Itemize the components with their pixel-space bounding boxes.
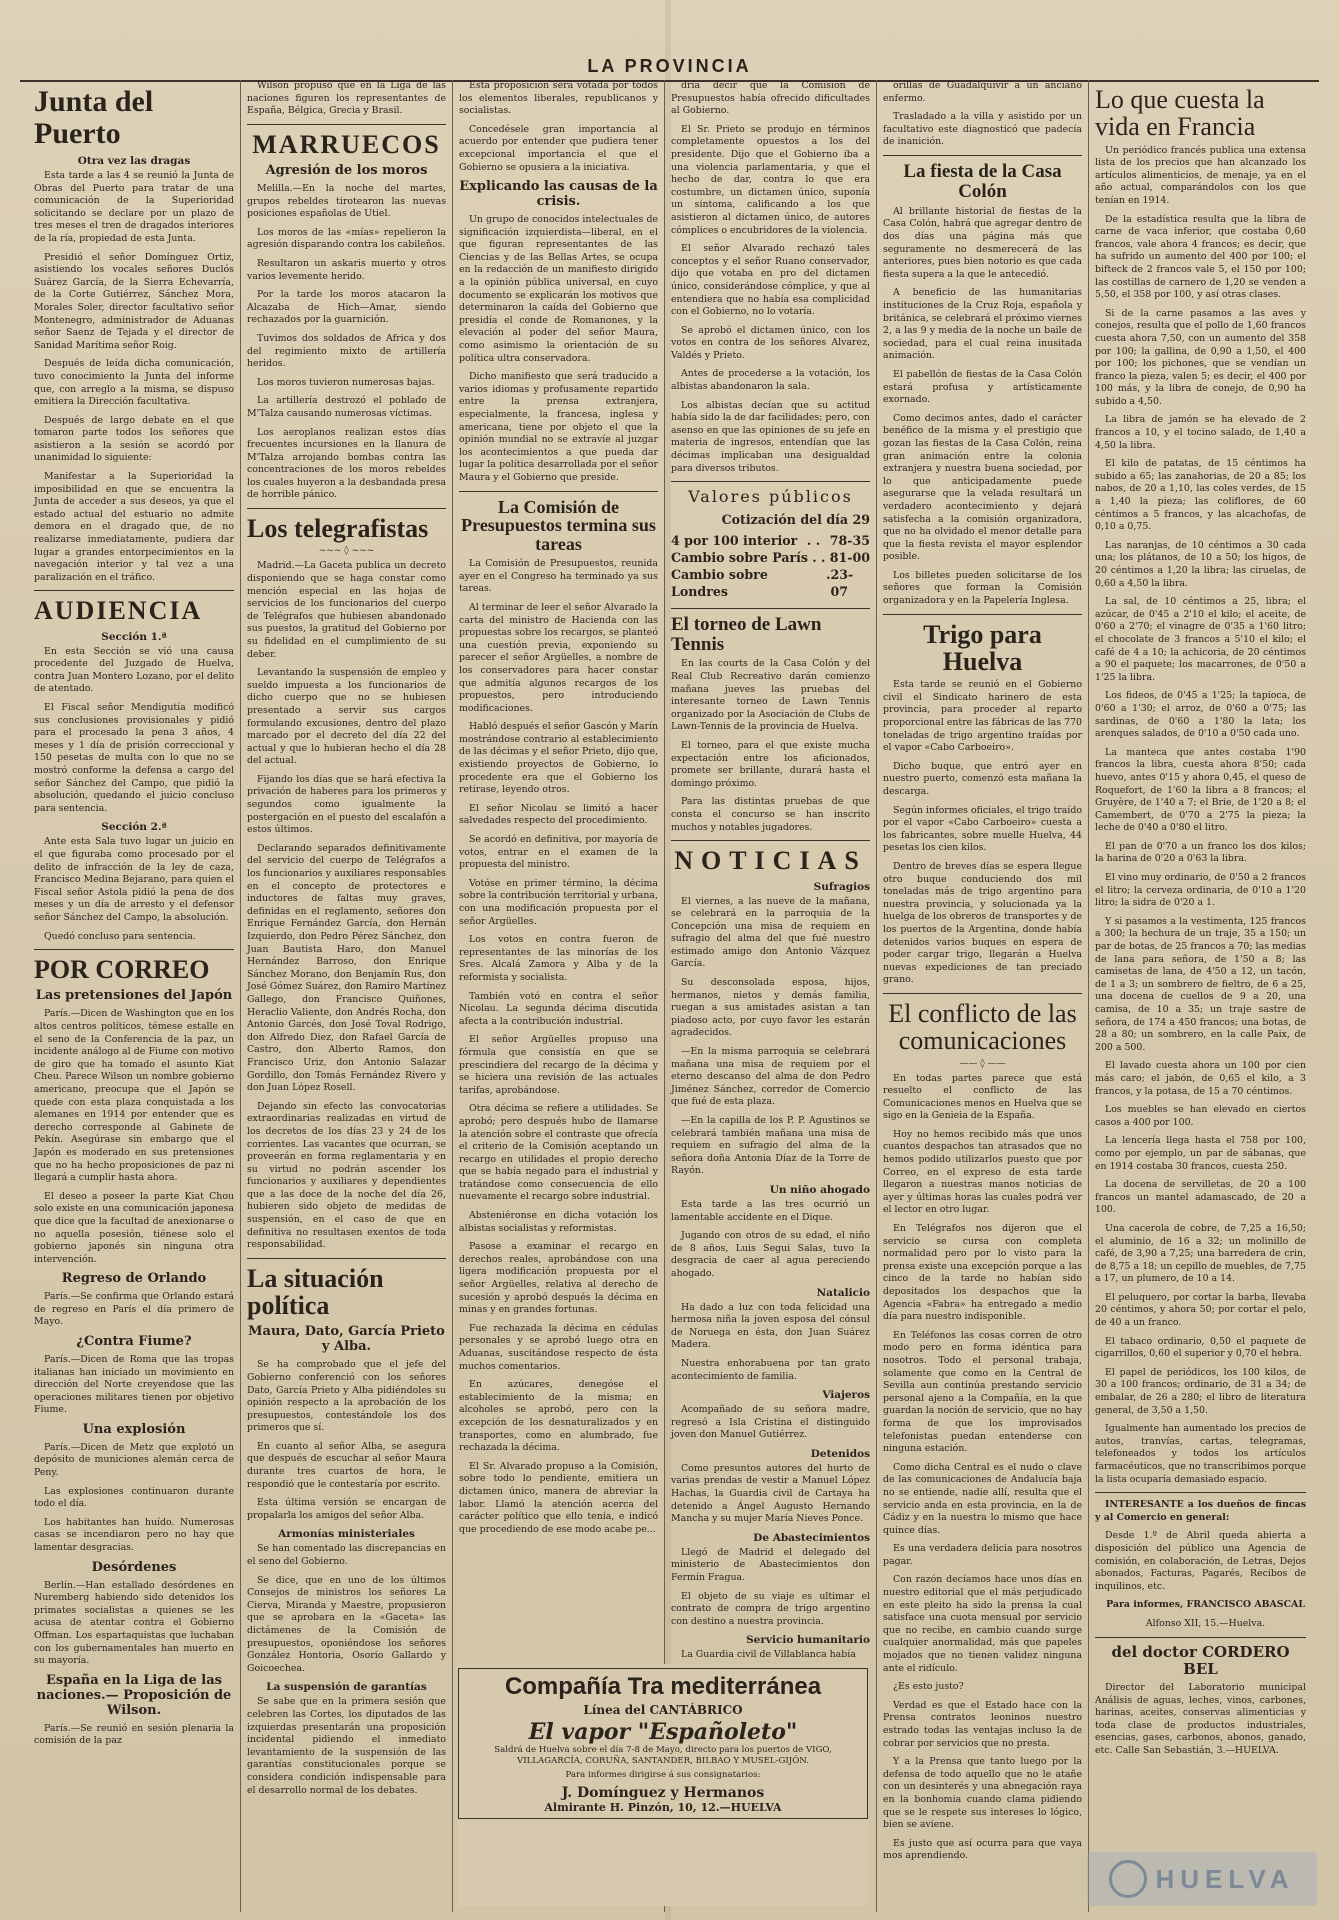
ad-agents: J. Domínguez y Hermanos bbox=[561, 1785, 765, 1801]
paragraph: Los moros tuvieron numerosas bajas. bbox=[257, 376, 435, 388]
ad-description: Saldrá de Huelva sobre el día 7-8 de Mayo, directo para los puertos de VIGO, VILLAGARCÍA, CORUÑA, SANTANDER, BILBAO Y MUSEL-GIJÓN. bbox=[494, 1745, 832, 1766]
ornament: ~~~ ◊ ~~~ bbox=[318, 546, 375, 557]
divider bbox=[459, 491, 658, 492]
paragraph: Llegó de Madrid el delegado del ministerio de Abastecimientos don Fermín Fragua. bbox=[671, 1546, 870, 1584]
paragraph: El pan de 0'70 a un franco los dos kilos; la harina de 0'20 a 0'63 la libra. bbox=[1095, 840, 1306, 865]
paragraph: Habló después el señor Gascón y Marín mostrándose contrario al establecimiento de las décimas y el señor Prieto, dijo que, existiendo proyectos de Gobierno, lo procedente era que el Gobierno los retirase, leyendo otros. bbox=[459, 721, 658, 796]
paragraph: El señor Argüelles propuso una fórmula que consistía en que se prescindiera del recargo de la décima y se hiciera una revisión de las actuales tarifas, aprobándose. bbox=[459, 1034, 658, 1096]
quote-label: 4 por 100 interior bbox=[671, 532, 798, 548]
paragraph: Melilla.—En la noche del martes, grupos rebeldes tirotearon las nuevas posiciones españolas de Utiel. bbox=[247, 183, 446, 220]
paragraph: Trasladado a la villa y asistido por un facultativo este diagnosticó que padecía de inanición. bbox=[883, 111, 1082, 148]
paragraph: Presidió el señor Domínguez Ortiz, asistiendo los vocales señores Duclós Suárez García, de la Sierra Echevarría, de la Corte Gutiérrez, Sánchez Mora, Morales Soler, director facultativo señor Montenegro, administrador de Aduanas señor Saenz de Tejada y el director de Sanidad Marítima señor Roig. bbox=[34, 251, 234, 351]
quote-dots: . . bbox=[812, 549, 826, 565]
paragraph: El objeto de su viaje es ultimar el contrato de compra de trigo argentino con destino a nuestra provincia. bbox=[671, 1590, 870, 1627]
shipping-ad bbox=[458, 1668, 868, 1819]
quote-label: Cambio sobre París bbox=[671, 549, 809, 565]
paragraph: Por la tarde los moros atacaron la Alcazaba de Hich—Amar, siendo rechazados por la guarnición. bbox=[247, 289, 446, 326]
newspaper-title: LA PROVINCIA bbox=[587, 56, 752, 76]
headline-telegrafistas: Los telegrafistas bbox=[247, 514, 429, 544]
paragraph: Hoy no hemos recibido más que unos cuantos despachos tan atrasados que no hemos podido utilizarlos puesto que por Correo, en el expreso de esta tarde llegaron a nuestras manos noticias de ayer y últimas horas las cuales podrá ver el lector en otro lugar. bbox=[883, 1128, 1082, 1216]
quotes-date bbox=[671, 511, 870, 528]
ad-address: Almirante H. Pinzón, 10, 12.—HUELVA bbox=[544, 1801, 782, 1814]
quote-row bbox=[671, 532, 870, 549]
headline-valores: Valores públicos bbox=[688, 487, 853, 507]
paragraph: Los moros de las «mías» repelieron la agresión disparando contra los cabileños. bbox=[247, 226, 446, 251]
paragraph: El Sr. Alvarado propuso a la Comisión, sobre todo lo pendiente, emitiera un dictamen único, manera de abreviar la labor. Llamó la atención acerca del carácter político que ello tenía, e indicó que procediendo de ese modo acabe pe... bbox=[459, 1460, 658, 1535]
divider bbox=[883, 155, 1082, 156]
paragraph: El deseo a poseer la parte Kiat Chou solo existe en una comunicación japonesa que dice que la facultad de anexionarse o no aquella posesión, tiénese solo el gobierno japonés sin ninguna otra intervención. bbox=[34, 1190, 234, 1265]
paragraph: Manifestar a la Superioridad la imposibilidad en que se encuentra la Junta de acceder a sus deseos, ya que el estado actual del estuario no admite demora en el dragado que, de no realizarse inmediatamente, pudiera dar lugar a grandes entorpecimientos en la navegación interior y tal vez a una paralización en el tráfico. bbox=[34, 471, 234, 583]
masthead bbox=[20, 56, 1319, 82]
paragraph: En Teléfonos las cosas corren de otro modo pero en forma idéntica para nosotros. Todo el personal trabaja, solamente que como en la Central de Sevilla aun continúa prestando servicio personal ajeno a la Compañía, en la que guardan la noción de servicio, que no hay forma de que los improvisados telefonistas puedan entenderse con ninguna estación. bbox=[883, 1329, 1082, 1455]
ad-block bbox=[458, 1664, 868, 1906]
paragraph: Dentro de breves días se espera llegue otro buque conduciendo dos mil toneladas más de trigo argentino para nuestra provincia, y solucionada ya la huelga de los obreros de transportes y de los puertos de la Argentina, donde había detenidos varios buques en espera de poder cargar trigo, llegarán a Huelva nuevas expediciones de tan preciado grano. bbox=[883, 860, 1082, 986]
paragraph: La libra de jamón se ha elevado de 2 francos a 10, y el tocino salado, de 1,40 a 4,50 la libra. bbox=[1095, 414, 1306, 451]
subhead-natalicio: Natalicio bbox=[816, 1286, 870, 1299]
subhead-suspension: La suspensión de garantías bbox=[266, 1681, 427, 1694]
paragraph: Verdad es que el Estado hace con la Prensa contratos leoninos nuestro estrado todas las ventajas incluso la de cobrar por servicios que no presta. bbox=[883, 1699, 1082, 1749]
paragraph: Fue rechazada la décima en cédulas personales y se aprobó luego otra en Aduanas, suscitándose respecto de ésta muchos comentarios. bbox=[459, 1322, 658, 1372]
paragraph: Acompañado de su señora madre, regresó a Isla Cristina el distinguido joven don Manuel Gutiérrez. bbox=[671, 1404, 870, 1441]
column-1 bbox=[28, 80, 240, 1912]
paragraph: El papel de periódicos, los 100 kilos, de 30 a 100 francos; ordinario, de 31 a 34; de embalar, de 26 a 280; el libro de literatura general, de 3,50 a 1,50. bbox=[1095, 1366, 1306, 1416]
ad-vapor: El vapor "Españoleto" bbox=[528, 1719, 798, 1745]
subhead-humanitario: Servicio humanitario bbox=[746, 1634, 870, 1647]
divider bbox=[883, 993, 1082, 994]
subhead-abastecimientos: De Abastecimientos bbox=[753, 1531, 870, 1544]
notice-interesante: INTERESANTE a los dueños de fincas y al Comercio en general: bbox=[1095, 1499, 1306, 1523]
paragraph: Esta tarde a las 4 se reunió la Junta de Obras del Puerto para tratar de una comunicación de la Superioridad solicitando se declare por un plazo de tres meses el tren de dragados interiores de la ría, propiedad de esta Junta. bbox=[34, 170, 234, 244]
quote-label: Cambio sobre Londres bbox=[671, 566, 768, 599]
paragraph: Un periódico francés publica una extensa lista de los precios que han alcanzado los artículos alimenticios, de menaje, ya en el año actual, comparándolos con los que tenían en 1914. bbox=[1095, 144, 1306, 206]
divider bbox=[1095, 1492, 1306, 1493]
paragraph: Los fideos, de 0'45 a 1'25; la tapioca, de 0'60 a 1'30; el arroz, de 0'60 a 0'75; las sardinas, de 0'60 a 1'80 la lata; los arenques salados, de 0'10 a 0'50 cada uno. bbox=[1095, 690, 1306, 740]
paragraph: Se sabe que en la primera sesión que celebren las Cortes, los diputados de las izquierdas presentarán una proposición incidental pidiendo el inmediato levantamiento de la suspensión de las garantías constitucionales porque se considera condición indispensable para el desarrollo normal de los debates. bbox=[247, 1696, 446, 1796]
paragraph: Las naranjas, de 10 céntimos a 30 cada una; los plátanos, de 10 a 50; los higos, de 20 céntimos a 1,20 la libra; las ciruelas, de 0,60 a 4,50 la libra. bbox=[1095, 539, 1306, 589]
subhead-fiume: ¿Contra Fiume? bbox=[76, 1334, 192, 1349]
paragraph: El señor Nicolau se limitó a hacer salvedades respecto del procedimiento. bbox=[459, 802, 658, 827]
paragraph: El vino muy ordinario, de 0'50 a 2 francos el litro; la cerveza ordinaria, de 0'10 a 1'20 litro; la sidra de 0'20 a 1. bbox=[1095, 872, 1306, 909]
divider bbox=[247, 508, 446, 509]
paragraph: orillas de Guadalquivir a un anciano enfermo. bbox=[883, 80, 1082, 104]
paragraph: El Fiscal señor Mendigutía modificó sus conclusiones provisionales y pidió para el procesado la pena 3 años, 4 meses y 1 día de prisión correccional y 150 pesetas de multa con lo que no se mostró conforme la defensa a cargo del señor Sánchez del Campo, que pidió la absolución, quedando el juicio concluso para sentencia. bbox=[34, 702, 234, 814]
paragraph: Una cacerola de cobre, de 7,25 a 16,50; el aluminio, de 16 a 32; un molinillo de café, de 3,90 a 7,25; una barredera de crin, de 8,75 a 18; un cepillo de muebles, de 7,75 a 17, un plumero, de 10 a 14. bbox=[1095, 1222, 1306, 1285]
paragraph: El pabellón de fiestas de la Casa Colón estará profusa y artísticamente exornado. bbox=[883, 368, 1082, 406]
divider bbox=[671, 481, 870, 482]
ad-company: Compañía Tra mediterránea bbox=[504, 1673, 822, 1700]
paragraph: En las courts de la Casa Colón y del Real Club Recreativo darán comienzo mañana jueves las pruebas del interesante torneo de Lawn Tennis organizado por la Asociación de Clubs de Lawn-Tennis de la provincia de Huelva. bbox=[671, 658, 870, 733]
ornament: —— ◊ —— bbox=[959, 1058, 1006, 1069]
divider bbox=[1095, 1637, 1306, 1638]
subhead-dragas: Otra vez las dragas bbox=[77, 155, 191, 167]
paragraph: El kilo de patatas, de 15 céntimos ha subido a 65; las zanahorias, de 20 a 85; los nabos, de 20 a 1,10, las coles verdes, de 15 a 1,40 la pieza; las coliflores, de 60 céntimos a 5 francos, y las alcachofas, de 0,10 a 0,75. bbox=[1095, 458, 1306, 533]
paragraph: París.—Se confirma que Orlando estará de regreso en París el día primero de Mayo. bbox=[34, 1291, 234, 1328]
divider bbox=[883, 614, 1082, 615]
subhead-desordenes: Desórdenes bbox=[91, 1559, 177, 1575]
paragraph: Concedésele gran importancia al acuerdo por entender que pudiera tener excepcional importancia el que el Gobierno se opusiera a la iniciativa. bbox=[459, 123, 658, 173]
paragraph: Como decimos antes, dado el carácter benéfico de la misma y el prestigio que gozan las fiestas de la Casa Colón, reina gran animación entre la colonia extranjera y nuestra buena sociedad, por lo que anticipadamente puede asegurarse que la velada resultará un verdadero acontecimiento y dejará satisfecha a la comisión organizadora, que no ha olvidado el menor detalle para que la fiesta revista el mayor esplendor posible. bbox=[883, 412, 1082, 563]
paragraph: Antes de procederse a la votación, los albistas abandonaron la sala. bbox=[671, 368, 870, 393]
paragraph: Ante esta Sala tuvo lugar un juicio en el que figuraba como procesado por el delito de infracción de la ley de caza, Francisco Medina Bejarano, para quien el Fiscal señor Astola pidió la pena de dos meses y un día de arresto y el defensor señor Sánchez del Campo, la absolución. bbox=[34, 836, 234, 923]
quote-value: 78-35 bbox=[829, 532, 870, 548]
paragraph: Nuestra enhorabuena por tan grato acontecimiento de familia. bbox=[671, 1357, 870, 1382]
subhead-japon: Las pretensiones del Japón bbox=[35, 988, 233, 1004]
paragraph: Es una verdadera delicia para nosotros pagar. bbox=[883, 1543, 1082, 1567]
column-3 bbox=[452, 80, 664, 1912]
headline-junta: Junta del Puerto bbox=[34, 85, 154, 150]
paragraph: Wilson propuso que en la Liga de las naciones figuren los representantes de España, Bélgica, Grecia y Brasil. bbox=[247, 80, 446, 117]
paragraph: Desde 1.º de Abril queda abierta a disposición del público una Agencia de comisión, en colaboración, de Letras, Dejos abonados, Facturas, Pagarés, Recibos de inquilinos, etc. bbox=[1095, 1530, 1306, 1592]
paragraph: En todas partes parece que está resuelto el conflicto de las Comunicaciones menos en Huelva que se sigo en la Genieia de la España. bbox=[883, 1072, 1082, 1122]
divider bbox=[671, 608, 870, 609]
paragraph: Berlín.—Han estallado desórdenes en Nuremberg habiendo sido detenidos los primates socialistas a quienes se les acusa de atentar contra el Gobierno Offman. Los espartaquistas que luchaban con los gubernamentales han muerto en su mayoría. bbox=[34, 1579, 234, 1667]
paragraph: París.—Dicen de Metz que explotó un depósito de municiones alemán cerca de Peny. bbox=[34, 1441, 234, 1479]
headline-fiesta: La fiesta de la Casa Colón bbox=[903, 160, 1062, 202]
paragraph: Con razón decíamos hace unos días en nuestro editorial que el más perjudicado en este pleito ha sido la prensa la cual satisface una cuota mensual por servicio que no recibe, en cambio cuando surge cualquier anormalidad, más que papeles mojados que no tienen validez ninguna ante el ridículo. bbox=[883, 1574, 1082, 1674]
paragraph: La artillería destrozó el poblado de M'Talza causando numerosas víctimas. bbox=[247, 395, 446, 419]
paragraph: También votó en contra el señor Nicolau. La segunda décima discutida afecta a la contribución industrial. bbox=[459, 990, 658, 1027]
paragraph: Y si pasamos a la vestimenta, 125 francos a 300; la hechura de un traje, 35 a 150; un par de botas, de 25 francos a 70; las medias de lana para señora, de 1'50 a 8; las camisetas de lana, de 4'50 a 12, un tacón, de 1 a 3; un sombrero de fieltro, de 6 a 25, una docena de cuellos de 9 a 20, una camisa, de 10 a 35; un traje sastre de señora, de 174 a 450 francos; una botas, de 28 a 80; un sombrero, en la calle Paix, de 200 a 500. bbox=[1095, 915, 1306, 1053]
subhead-moros: Agresión de los moros bbox=[265, 163, 428, 179]
quote-dots: . bbox=[826, 566, 831, 582]
paragraph: Los muebles se han elevado en ciertos casos a 400 por 100. bbox=[1095, 1104, 1306, 1128]
paragraph: El torneo, para el que existe mucha expectación entre los aficionados, promete ser brillante, durará hasta el domingo próximo. bbox=[671, 740, 870, 789]
notice-address: Alfonso XII, 15.—Huelva. bbox=[1145, 1617, 1266, 1629]
headline-noticias: NOTICIAS bbox=[674, 846, 867, 876]
paragraph: Se ha comprobado que el jefe del Gobierno conferenció con los señores Dato, García Prieto y Alba pidiéndoles su opinión respecto a la aprobación de los presupuestos, contestándole los dos primeros que sí. bbox=[247, 1359, 446, 1434]
paragraph: El Sr. Prieto se produjo en términos completamente opuestos a los del presidente. Dijo que el Gobierno iba a una violencia parlamentaria, y que el hecho de dar, contra lo que era costumbre, un dictamen único, suponía un síntoma, calificando a los que asistieron al dictamen único, de autores cómplices o encubridores de la violencia. bbox=[671, 123, 870, 236]
seal-icon bbox=[1109, 1860, 1147, 1898]
subhead-maura-dato: Maura, Dato, García Prieto y Alba. bbox=[248, 1324, 445, 1355]
paragraph: La docena de servilletas, de 20 a 100 francos un mantel adamascado, de 20 a 100. bbox=[1095, 1179, 1306, 1216]
paragraph: Dicho buque, que entró ayer en nuestro puerto, comenzó esta mañana la descarga. bbox=[883, 760, 1082, 797]
paragraph: Director del Laboratorio municipal Análisis de aguas, leches, vinos, carbones, harinas, aceites, conservas alimenticias y toda clase de productos industriales, esencias, gases, carbonos, abonos, ganado, etc. Calle San Sebastián, 3.—HUELVA. bbox=[1095, 1682, 1306, 1756]
subhead-detenidos: Detenidos bbox=[810, 1447, 870, 1460]
paragraph: Y a la Prensa que tanto luego por la defensa de todo aquello que no le atañe con un desinterés y una abnegación raya en la bonhomia cuando clama pidiendo que se le respete sus intereses lo lógico, bien se aviene. bbox=[883, 1756, 1082, 1831]
paragraph: En esta Sección se vió una causa procedente del Juzgado de Huelva, contra Juan Montero Lozano, por el delito de atentado. bbox=[34, 645, 234, 695]
divider bbox=[671, 840, 870, 841]
headline-conflicto: El conflicto de las comunicaciones bbox=[888, 998, 1077, 1056]
column-2 bbox=[240, 80, 452, 1912]
paragraph: Se dice, que en uno de los últimos Consejos de ministros los señores La Cierva, Miranda y Maestre, propusieron que se aprobara en la «Gaceta» las dictámenes de la Comisión de presupuestos, oponiéndose los señores González Hontoria, Osorio Gallardo y Goicoechea. bbox=[247, 1574, 446, 1674]
headline-comision: La Comisión de Presupuestos termina sus tareas bbox=[461, 496, 656, 555]
paragraph: Esta tarde se reunió en el Gobierno civil el Sindicato harinero de esta provincia, para proceder al reparto proporcional entre las fábricas de las 770 toneladas de trigo argentino traídas por el vapor «Cabo Carboeiro». bbox=[883, 679, 1082, 754]
paragraph: Si de la carne pasamos a las aves y conejos, resulta que el pollo de 1,60 francos cuesta ahora 7,50, con un aumento del 358 por 100; la gallina, de 0,90 a 1,50, el 400 por 100; los pichones, que se vendían un franco la pieza, valen 5; es decir, el 400 por 100 más, y la libra de conejo, de 0,90 ha subido a 4,50. bbox=[1095, 307, 1306, 407]
paragraph: Esta proposición será votada por todos los elementos liberales, republicanos y socialistas. bbox=[459, 80, 658, 117]
paragraph: A beneficio de las humanitarias instituciones de la Cruz Roja, española y británica, se celebrará el próximo viernes 2, a las 9 y media de la noche un baile de sociedad, para el cual reina inusitada animación. bbox=[883, 287, 1082, 362]
paragraph: En cuanto al señor Alba, se asegura que después de escuchar al señor Maura durante tres cuartos de hora, le respondió que le contestaría por escrito. bbox=[247, 1440, 446, 1490]
headline-francia: Lo que cuesta la vida en Francia bbox=[1095, 85, 1265, 142]
paragraph: Las explosiones continuaron durante todo el día. bbox=[34, 1485, 234, 1510]
paragraph: En azúcares, denegóse el establecimiento de la misma; en alcoholes se aprobó, pero con la excepción de los desnaturalizados y en transportes, como en alumbrado, fue rechazada la décima. bbox=[459, 1379, 658, 1454]
paragraph: Su desconsolada esposa, hijos, hermanos, nietos y demás familia, ruegan a sus amistades asistan a tan piadoso acto, por cuyo favor les estarán agradecidos. bbox=[671, 977, 870, 1039]
paragraph: —En la misma parroquia se celebrará mañana una misa de requiem por el eterno descanso del alma de don Pedro Jiménez Sánchez, corredor de Comercio que fué de esta plaza. bbox=[671, 1046, 870, 1108]
paragraph: Se han comentado las discrepancias en el seno del Gobierno. bbox=[247, 1543, 446, 1568]
paragraph: Al brillante historial de fiestas de la Casa Colón, habrá que agregar dentro de dos días una página más que seguramente no desmerecerá de las anteriores, pues bien notorio es que cada fiesta supera a la que le antecedió. bbox=[883, 205, 1082, 280]
quote-row bbox=[671, 549, 870, 566]
quote-dots: . . bbox=[806, 532, 821, 548]
paragraph: La Comisión de Presupuestos, reunida ayer en el Congreso ha terminado ya sus tareas. bbox=[459, 558, 658, 595]
paragraph: El lavado cuesta ahora un 100 por cien más caro; el jabón, de 0,65 el kilo, a 3 francos, y la potasa, de 15 a 70 céntimos. bbox=[1095, 1060, 1306, 1097]
headline-marruecos: MARRUECOS bbox=[252, 129, 441, 159]
paragraph: Los votos en contra fueron de representantes de las minorías de los Sres. Alcalá Zamora y Alba y de la reformista y socialista. bbox=[459, 934, 658, 983]
paragraph: Igualmente han aumentado los precios de autos, tranvías, cartas, telegramas, telefoneados y todos los artículos farmacéuticos, que no transcribimos porque la lista ocuparía demasiado espacio. bbox=[1095, 1423, 1306, 1485]
subhead-seccion-2: Sección 2.ª bbox=[101, 821, 167, 834]
paragraph: Esta última versión se encargan de propalarla los amigos del señor Alba. bbox=[247, 1497, 446, 1521]
divider bbox=[34, 949, 234, 950]
cotizacion-label: Cotización del día 29 bbox=[721, 511, 870, 527]
divider bbox=[247, 1258, 446, 1259]
paragraph: París.—Se reunió en sesión plenaria la comisión de la paz bbox=[34, 1722, 234, 1747]
headline-tennis: El torneo de Lawn Tennis bbox=[671, 613, 822, 655]
paragraph: Votóse en primer término, la décima sobre la contribución territorial y urbana, con una modificación propuesta por el señor Argüelles. bbox=[459, 877, 658, 927]
headline-audiencia: AUDIENCIA bbox=[34, 596, 203, 626]
paragraph: Quedó concluso para sentencia. bbox=[44, 930, 196, 942]
quotes-table bbox=[671, 532, 870, 600]
paragraph: Después de leída dicha comunicación, tuvo conocimiento la Junta del informe que, con arreglo a la misma, se dispuso emitiera la Dirección facultativa. bbox=[34, 358, 234, 408]
paragraph: El peluquero, por cortar la barba, llevaba 20 céntimos, y ahora 50; por cortar el pelo, de 40 a un franco. bbox=[1095, 1291, 1306, 1329]
subhead-armonias: Armonías ministeriales bbox=[278, 1528, 415, 1541]
paragraph: ¿Es esto justo? bbox=[893, 1681, 964, 1693]
subhead-viajeros: Viajeros bbox=[822, 1389, 870, 1402]
paragraph: Los billetes pueden solicitarse de los señores que forman la Comisión organizadora y en la Papelería Inglesa. bbox=[883, 569, 1082, 607]
paragraph: El viernes, a las nueve de la mañana, se celebrará en la parroquia de la Concepción una misa de requiem en sufragio del alma del que fué nuestro estimado amigo don Antonio Vázquez García. bbox=[671, 895, 870, 970]
paragraph: De la estadística resulta que la libra de carne de vaca inferior, que costaba 0,60 francos, vale ahora 4 francos; es decir, que ha sufrido un aumento del 400 por 100; el bifteck de 2 francos vale 5, el 150 por 100; las costillas de carnero de 1,20 se venden a 5,50, el 358 por 100, y así otras clases. bbox=[1095, 213, 1306, 301]
notice-contact: Para informes, FRANCISCO ABASCAL bbox=[1106, 1599, 1305, 1611]
paragraph: Como presuntos autores del hurto de varias prendas de vestir a Manuel López Hachas, la Guardia civil de Cartaya ha detenido a Ángel Augusto Hernando Mancha y su mujer María Nieves Ponce. bbox=[671, 1462, 870, 1525]
paragraph: El tabaco ordinario, 0,50 el paquete de cigarrillos, 0,60 el superior y 0,70 el hebra. bbox=[1095, 1335, 1306, 1360]
paragraph: Se acordó en definitiva, por mayoría de votos, entrar en el examen de la propuesta del ministro. bbox=[459, 834, 658, 871]
paragraph: En Telégrafos nos dijeron que el servicio se cursa con completa normalidad pero por lo visto para la prensa existe una excepción porque a las cinco de la tarde no habían sido depositados los despachos que la Agencia «Fabra» ha entregado a medio día para nuestro indisponible. bbox=[883, 1223, 1082, 1323]
paragraph: Esta tarde a las tres ocurrió un lamentable accidente en el Dique. bbox=[671, 1198, 870, 1223]
subhead-sufragios: Sufragios bbox=[813, 880, 870, 893]
paragraph: Declarando separados definitivamente del servicio del cuerpo de Telégrafos a los funcionarios y auxiliares responsables en el concepto de protectores e inductores de faltas muy graves, definidas en el reglamento, señores don Enrique Fernández García, don Hernán Izquierdo, don Pedro Pérez Sánchez, don Juan Bautista Haro, don Manuel Hernández Barroso, don Enrique Sánchez Morano, don Benjamín Rus, don José Gómez Suárez, don Ramiro Martínez Gallego, don Francisco Quiñones, Heraclio Valiente, don Andrés Rocha, don Antonio Garcés, don José Toval Rodrigo, don Alfredo Diez, don Rafael García de Castro, don Alberto Ramos, don Francisco Uriz, don Antonio Salazar Gordillo, don Tomás Fernández Rivero y don Juan López Rosell. bbox=[247, 842, 446, 1094]
paragraph: Dejando sin efecto las convocatorias extraordinarias realizadas en virtud de los decretos de los días 23 y 24 de los corrientes. Las vacantes que ocurran, se proveerán en forma reglamentaria y en su virtud no podrán ascender los funcionarios y auxiliares y dependientes que a las doce de la noche del día 26, hubieren sido objeto de medidas de suspensión, en el caso de que en definitiva no resultasen exentos de toda responsabilidad. bbox=[247, 1100, 446, 1251]
column-5 bbox=[876, 80, 1088, 1912]
paragraph: Un grupo de conocidos intelectuales de significación izquierdista—liberal, en el que figuran representantes de las Ciencias y de las Bellas Artes, se ocupa en la redacción de un manifiesto dirigido a la opinión pública universal, en cuyo documento se explicarán los motivos que determinaron la caída del Gobierno que presidía el conde de Romanones, y la elevación al poder del señor Maura, como asimismo la orientación de su política ultra conservadora. bbox=[459, 214, 658, 364]
paragraph: Los albistas decían que su actitud había sido la de dar facilidades; pero, con asenso en que las opiniones de su jefe en materia de ingresos, entendían que las décimas implicaban una desigualdad para diversos tributos. bbox=[671, 399, 870, 474]
ad-info: Para informes dirigirse á sus consignatarios: bbox=[565, 1770, 761, 1780]
paragraph: Para las distintas pruebas de que consta el concurso se han inscrito muchos y notables jugadores. bbox=[671, 796, 870, 833]
paragraph: —En la capilla de los P. P. Agustinos se celebrará también mañana una misa de requiem en sufragio del alma de la señora doña Antonia Díaz de la Torre de Rayón. bbox=[671, 1115, 870, 1177]
paragraph: Es justo que así ocurra para que vaya mos aprendiendo. bbox=[883, 1837, 1082, 1862]
paragraph: Los aeroplanos realizan estos días frecuentes incursiones en la llanura de M'Talza arrojando bombas contra las concentraciones de los moros rebeldes los cuales huyeron a la desbandada presa de horrible pánico. bbox=[247, 426, 446, 501]
subhead-explosion: Una explosión bbox=[82, 1421, 186, 1437]
paragraph: París.—Dicen de Roma que las tropas italianas han iniciado un movimiento en dirección del Norte creyendose que las operaciones militares tienen por objetivo Fiume. bbox=[34, 1353, 234, 1416]
paragraph: Resultaron un askaris muerto y otros varios levemente herido. bbox=[247, 257, 446, 282]
quote-value: 23-07 bbox=[830, 566, 854, 599]
headline-cordero: del doctor CORDERO BEL bbox=[1111, 1642, 1290, 1678]
paragraph: Levantando la suspensión de empleo y sueldo impuesta a los funcionarios de dicho cuerpo que no se hubiesen presentado a servir sus cargos formulando excusiones, dentro del plazo marcado por el decreto del día 22 del actual y que lo hubieran hecho el día 28 del actual. bbox=[247, 667, 446, 767]
paragraph: La manteca que antes costaba 1'90 francos la libra, cuesta ahora 8'50; cada huevo, antes 0'15 y ahora 0,45, el queso de Roquefort, de 1'60 la libra a 8 francos; el Gruyère, de 1'40 a 7; el Brie, de 1'20 a 8; el Camembert, de 0'70 a 2'75 la pieza; la leche de 0'40 a 0'80 el litro. bbox=[1095, 746, 1306, 834]
subhead-crisis: Explicando las causas de la crisis. bbox=[459, 179, 658, 210]
divider bbox=[247, 124, 446, 125]
paragraph: Según informes oficiales, el trigo traído por el vapor «Cabo Carboeiro» cuesta a los fabricantes, sobre muelle Huelva, 44 pesetas los cien kilos. bbox=[883, 804, 1082, 854]
paragraph: Jugando con otros de su edad, el niño de 8 años, Luis Segui Salas, tuvo la desgracia de caer al agua pereciendo ahogado. bbox=[671, 1230, 870, 1279]
paragraph: París.—Dicen de Washington que en los altos centros políticos, témese estalle en el seno de la Conferencia de la paz, un incidente análogo al de Fiume con motivo de giro que ha tomado el asunto Kiat Cheu. Parece Wilson un nombre gobierno americano, preocupa que el Japón se quede con esta plaza conquistada a los alemanes en 1914 por entender que es derecho corresponde al Gabinete de Pekín. Asegúrase sin embargo que el Japón es moderado en sus pretensiones que no ha hecho proposiciones de paz ni llegará a cumplir hasta ahora. bbox=[34, 1008, 234, 1184]
subhead-orlando: Regreso de Orlando bbox=[61, 1271, 207, 1287]
column-4 bbox=[664, 80, 876, 1912]
paragraph: El señor Alvarado rechazó tales conceptos y el señor Ruano conservador, dijo que votaba en pro del dictamen único, considerándose cómplice, y que al entendiera que no había esa complicidad con el Gobierno, no lo votaría. bbox=[671, 243, 870, 318]
paragraph: Ha dado a luz con toda felicidad una hermosa niña la joven esposa del cónsul de Noruega en ésta, don Juan Suárez Madera. bbox=[671, 1301, 870, 1351]
subhead-nino-ahogado: Un niño ahogado bbox=[769, 1183, 870, 1196]
paragraph: Dicho manifiesto que será traducido a varios idiomas y profusamente repartido entre la prensa extranjera, especialmente, la francesa, inglesa y americana, tiene por objeto el que la opinión mundial no se extravíe al juzgar los acontecimientos a que pueda dar lugar la política desarrollada por el señor Maura y el Gobierno que preside. bbox=[459, 371, 658, 483]
paragraph: Fijando los días que se hará efectiva la privación de haberes para los primeros y segundos como igualmente la postergación en el puesto del escalafón a estos últimos. bbox=[247, 773, 446, 836]
subhead-seccion-1: Sección 1.ª bbox=[101, 630, 167, 643]
headline-por-correo: POR CORREO bbox=[34, 955, 210, 985]
library-stamp bbox=[1087, 1852, 1317, 1906]
paragraph: Madrid.—La Gaceta publica un decreto disponiendo que se haga constar como mención especial en las hojas de servicios de los funcionarios del cuerpo de Telégrafos que hubiesen abandonado sus puestos, la gratitud del Gobierno por su fidelidad en el cumplimiento de su deber. bbox=[247, 560, 446, 660]
paragraph: La Guardia civil de Villablanca había bbox=[681, 1649, 856, 1661]
paragraph: Después de largo debate en el que tomaron parte todos los señores que asistieron a la sesión se acordó por unanimidad lo siguiente: bbox=[34, 414, 234, 464]
paragraph: Pasose a examinar el recargo en derechos reales, aprobándose con una ligera modificación propuesta por el señor Argüelles, relativa al derecho de sucesión y aprobó después la décima en minas y en grandes fortunas. bbox=[459, 1241, 658, 1316]
quote-row bbox=[671, 566, 870, 600]
paragraph: La sal, de 10 céntimos a 25, libra; el azúcar, de 0'45 a 2'10 el kilo; el aceite, de 0'60 a 2'70; el vinagre de 0'35 a 1'60 litro; el chocolate de 3 francos a 5'10 el kilo; el café de 4 a 10; la achicoria, de 20 céntimos a 90 el paquete; los macarrones, de 0'50 a 1'25 la libra. bbox=[1095, 596, 1306, 683]
paragraph: Absteniéronse en dicha votación los albistas socialistas y reformistas. bbox=[459, 1210, 658, 1234]
paragraph: dría decir que la Comisión de Presupuestos había ofrecido dificultades al Gobierno. bbox=[671, 80, 870, 117]
paragraph: Como dicha Central es el nudo o clave de las comunicaciones de Andalucía baja no se entiende, nadie allí, resulta que el servicio anda en esta provincia, en la de Cádiz y en la nuestra lo mismo que hace quince días. bbox=[883, 1461, 1082, 1536]
ad-line: Línea del CANTÁBRICO bbox=[583, 1703, 743, 1717]
paragraph: Tuvimos dos soldados de Africa y dos del regimiento mixto de artillería heridos. bbox=[247, 332, 446, 370]
quote-value: 81-00 bbox=[829, 549, 870, 565]
subhead-espana-liga: España en la Liga de las naciones.— Proposición de Wilson. bbox=[36, 1672, 232, 1718]
column-6 bbox=[1088, 80, 1312, 1912]
paragraph: Al terminar de leer el señor Alvarado la carta del ministro de Hacienda con las propuestas sobre los recargos, se planteó una cuestión previa, exponiendo su parecer el señor Argüelles, a nombre de los conservadores para hacer constar que admitía algunos recargos de los propuestos, pero introduciendo modificaciones. bbox=[459, 601, 658, 714]
headline-trigo: Trigo para Huelva bbox=[923, 619, 1042, 676]
paragraph: Se aprobó el dictamen único, con los votos en contra de los señores Alvarez, Valdés y Prieto. bbox=[671, 324, 870, 361]
paragraph: Los habitantes han huído. Numerosas casas se incendiaron pero no hay que lamentar desgracias. bbox=[34, 1516, 234, 1553]
divider bbox=[34, 590, 234, 591]
paragraph: Otra décima se refiere a utilidades. Se aprobó; pero después hubo de llamarse la atención sobre el contraste que ofrecía el criterio de la Comisión aceptando un recargo en utilidades el propio derecho que se había negado para el industrial y tratándose como consecuencia de ello nuevamente el recargo sobre industrial. bbox=[459, 1103, 658, 1203]
stamp-text: HUELVA bbox=[1155, 1863, 1295, 1894]
paragraph: La lencería llega hasta el 758 por 100, como por ejemplo, un par de sábanas, que en 1914 costaba 30 francos, cuesta 250. bbox=[1095, 1135, 1306, 1172]
headline-situacion-politica: La situación política bbox=[247, 1263, 384, 1321]
